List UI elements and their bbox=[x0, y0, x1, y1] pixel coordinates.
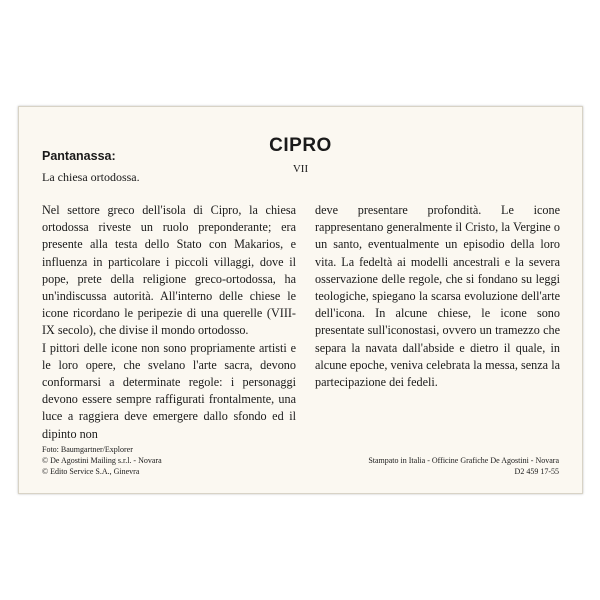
credit-line: © De Agostini Mailing s.r.l. - Novara bbox=[42, 456, 162, 465]
card-subtitle: Pantanassa: bbox=[42, 149, 116, 163]
card-numeral: VII bbox=[292, 163, 309, 175]
left-text-column bbox=[42, 202, 296, 443]
printer-line: Stampato in Italia - Officine Grafiche De Agostini - Novara bbox=[368, 456, 559, 465]
product-code: D2 459 17-55 bbox=[514, 467, 559, 476]
credit-line: © Edito Service S.A., Ginevra bbox=[42, 467, 140, 476]
card-subsubtitle: La chiesa ortodossa. bbox=[42, 170, 140, 184]
right-text-column bbox=[315, 202, 560, 391]
paragraph-2: I pittori delle icone non sono propriamente artisti e le loro opere, che svelano l'arte sacra, devono conformarsi a determinate regole: i personaggi devono essere sempre raffigurati frontalmente, una luce a raggiera deve emergere dallo sfondo ed il dipinto non bbox=[42, 340, 296, 441]
credit-line: Foto: Baumgartner/Explorer bbox=[42, 445, 133, 454]
paragraph-1: Nel settore greco dell'isola di Cipro, la chiesa ortodossa riveste un ruolo preponderante; era presente alla testa dello Stato con Makarios, e influenza in particolare i piccoli villaggi, dove il pope, prete della religione greco-ortodossa, ha un'indiscussa autorità. All'interno delle chiese le icone ricordano le peripezie di una querelle (VIII-IX secolo), che divise il mondo ortodosso. bbox=[42, 203, 296, 338]
printer-info bbox=[368, 455, 559, 477]
photo-credits bbox=[42, 444, 162, 477]
postcard-back bbox=[18, 106, 583, 494]
paragraph-continuation: deve presentare profondità. Le icone rappresentano generalmente il Cristo, la Vergine o un santo, eventualmente un episodio della loro vita. La fedeltà ai modelli ancestrali e la severa osservazione delle regole, che si fondano su leggi teologiche, spiegano la scarsa evoluzione dell'arte dell'icona. In alcune chiese, le icone sono presentate sull'iconostasi, ovvero un tramezzo che separa la navata dall'abside e dietro il quale, in alcune epoche, veniva celebrata la messa, senza la partecipazione dei fedeli. bbox=[315, 203, 560, 390]
card-title: CIPRO bbox=[269, 135, 332, 156]
